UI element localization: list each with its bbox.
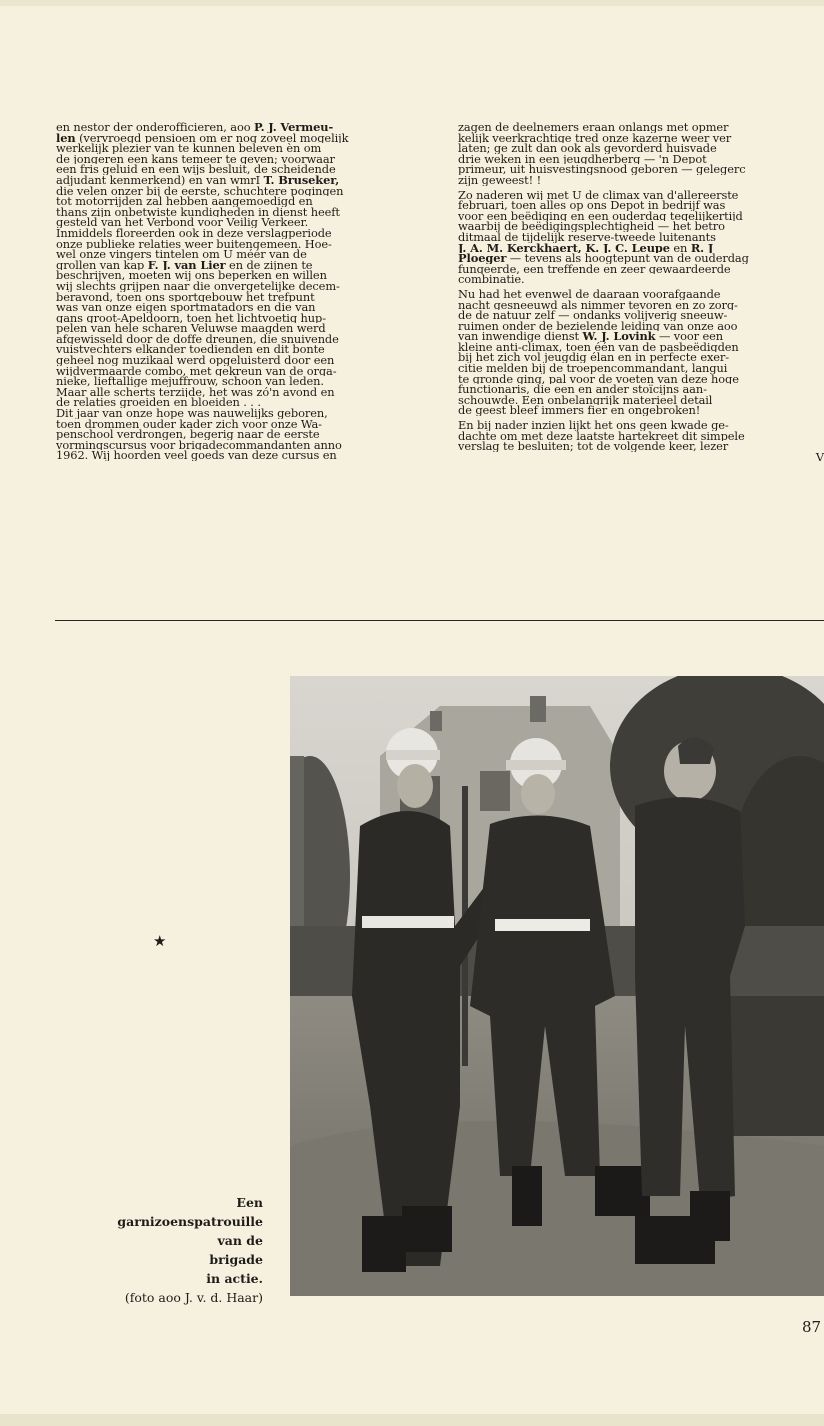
- body-text: en nestor der onderofficieren, aoo: [56, 122, 254, 133]
- body-text: en de zijnen te: [225, 259, 313, 271]
- body-text: en: [669, 242, 691, 254]
- paragraph: [56, 122, 430, 461]
- text-line: [56, 429, 430, 440]
- body-text: wijdvermaarde combo, met gekreun van de orga-: [56, 365, 337, 377]
- body-text: februari, toen alles op ons Depot in bedrijf was: [458, 200, 726, 211]
- body-text: geheel nog muzikaal werd opgeluisterd door een: [56, 355, 335, 366]
- text-line: [458, 200, 824, 211]
- body-text: beschrijven, moeten wij ons beperken en willen: [56, 270, 327, 281]
- body-text: zijn geweest! !: [458, 174, 542, 186]
- body-text: werkelijk plezier van te kunnen beleven èn om: [56, 143, 322, 154]
- body-text: grollen van kap: [56, 259, 148, 271]
- body-text: Dit jaar van onze hope was nauwelijks geboren,: [56, 408, 328, 419]
- text-line: [56, 334, 430, 345]
- name-text: F. J. van Lier: [147, 259, 226, 271]
- text-line: [56, 228, 430, 239]
- text-line: [458, 289, 824, 300]
- photo-caption: [60, 1193, 263, 1307]
- text-line: [56, 239, 430, 250]
- text-line: [56, 186, 430, 197]
- body-text: 1962. Wij hoorden veel goeds van deze cursus en: [56, 450, 337, 461]
- text-line: [458, 405, 824, 416]
- body-text: de de natuur zelf — ondanks volijverig sneeuw-: [458, 310, 728, 321]
- body-text: primeur, uit huisvestingsnood geboren — gelegerc: [458, 164, 746, 175]
- article-right-column: [458, 122, 824, 466]
- text-line: [56, 270, 430, 281]
- text-line: [458, 143, 824, 154]
- text-line: [458, 452, 824, 463]
- body-text: beravond, toen ons sportgebouw het trefpunt: [56, 291, 315, 303]
- name-text: W. J. Lovink: [582, 331, 656, 342]
- body-text: de relaties groeiden en bloeiden . . .: [56, 397, 261, 409]
- body-text: pelen van hele scharen Veluwse maagden werd: [56, 323, 326, 334]
- text-line: [56, 281, 430, 292]
- name-text: R. J: [690, 242, 714, 254]
- paragraph: [458, 122, 824, 186]
- body-text: Maar alle scherts terzijde, het was zó'n avond en: [56, 386, 335, 398]
- body-text: gesteld van het Verbond voor Veilig Verkeer.: [56, 217, 309, 228]
- text-line: [56, 122, 430, 133]
- body-text: ditmaal de tijdelijk reserve-tweede luitenants: [458, 231, 716, 243]
- body-text: afgewisseld door de doffe dreunen, die snuivende: [56, 333, 339, 345]
- body-text: penschool verdrongen, begerig naar de eerste: [56, 429, 320, 440]
- body-text: Nu had het evenwel de daaraan voorafgaande: [458, 288, 721, 300]
- text-line: [56, 154, 430, 165]
- body-text: dachte om met deze laatste hartekreet dit simpele: [458, 430, 745, 442]
- caption-line: in actie.: [206, 1271, 263, 1286]
- caption-line: Een: [236, 1195, 263, 1210]
- body-text: was van onze eigen sportmatadors en die van: [56, 302, 316, 313]
- text-line: [458, 384, 824, 395]
- text-line: [56, 450, 430, 461]
- patrol-photo-image: [290, 676, 824, 1296]
- body-text: tot motorrijden zal hebben aangemoedigd en: [56, 196, 313, 207]
- body-text: vormingscursus voor brigadecommandanten anno: [56, 439, 342, 451]
- text-line: [458, 221, 824, 232]
- text-line: [458, 420, 824, 431]
- text-line: [458, 431, 824, 442]
- body-text: functionaris, die een en ander stoïcijns aan-: [458, 384, 707, 395]
- text-line: [458, 175, 824, 186]
- text-line: [56, 376, 430, 387]
- text-line: [56, 419, 430, 430]
- body-text: kleine anti-climax, toen één van de pasbeëdigden: [458, 341, 739, 353]
- body-text: vuistvechters elkander toedienden en dit bonte: [56, 344, 325, 356]
- body-text: — tevens als hoogtepunt van de ouderdag: [506, 253, 749, 264]
- body-text: voor een beëdiging en een ouderdag tegelijkertijd: [458, 210, 743, 222]
- name-text: T. Bruseker,: [263, 174, 340, 186]
- text-line: [458, 164, 824, 175]
- body-text: een fris geluid en een wijs besluit, de scheidende: [56, 164, 336, 175]
- text-line: [56, 207, 430, 218]
- text-line: [56, 344, 430, 355]
- section-star: ★: [153, 932, 167, 950]
- text-line: [56, 260, 430, 271]
- text-line: [458, 300, 824, 311]
- paragraph: [458, 190, 824, 285]
- body-text: combinatie.: [458, 274, 525, 285]
- body-text: drie weken in een jeugdherberg — 'n Depot: [458, 153, 707, 165]
- text-line: [458, 321, 824, 332]
- body-text: (vervroegd pensioen om er nog zoveel mogelijk: [75, 132, 349, 144]
- text-line: [458, 274, 824, 285]
- page-number: 87: [802, 1318, 822, 1336]
- text-line: [56, 323, 430, 334]
- text-line: [56, 164, 430, 175]
- text-line: [56, 175, 430, 186]
- body-text: fungeerde, een treffende en zeer gewaardeerde: [458, 263, 731, 275]
- body-text: Inmiddels floreerden ook in deze verslagperiode: [56, 227, 332, 239]
- text-line: [56, 355, 430, 366]
- paragraph: [458, 289, 824, 416]
- body-text: thans zijn onbetwiste kundigheden in dienst heeft: [56, 206, 340, 218]
- text-line: [458, 190, 824, 201]
- body-text: waarbij de beëdigingsplechtigheid — het betro: [458, 221, 725, 232]
- body-text: nacht gesneeuwd als nimmer tevoren en zo zorg-: [458, 299, 738, 311]
- caption-line: van de: [217, 1233, 263, 1248]
- text-line: [56, 217, 430, 228]
- text-line: [458, 154, 824, 165]
- body-text: adjudant kenmerkend) en van wmrI: [56, 174, 264, 186]
- body-text: gans groot-Apeldoorn, toen het lichtvoetig hup-: [56, 312, 326, 324]
- text-line: [458, 243, 824, 254]
- body-text: laten; ge zult dan ook als gevorderd huisvade: [458, 143, 717, 154]
- text-line: [458, 310, 824, 321]
- page-top-edge: [0, 0, 824, 6]
- text-line: [458, 211, 824, 222]
- patrol-photo: [290, 676, 824, 1296]
- body-text: — voor een: [655, 331, 724, 342]
- text-line: [56, 397, 430, 408]
- text-line: [56, 366, 430, 377]
- body-text: van inwendige dienst: [458, 331, 583, 342]
- text-line: [56, 196, 430, 207]
- text-line: [458, 441, 824, 452]
- body-text: toen drommen ouder kader zich voor onze Wa-: [56, 418, 322, 430]
- text-line: [56, 133, 430, 144]
- body-text: de geest bleef immers fier en ongebroken!: [458, 405, 701, 417]
- text-line: [56, 292, 430, 303]
- page-bottom-edge: [0, 1414, 824, 1426]
- text-line: [458, 374, 824, 385]
- body-text: ruimen onder de bezielende leiding van onze aoo: [458, 320, 738, 332]
- body-text: die velen onzer bij de eerste, schuchtere pogingen: [56, 185, 344, 197]
- body-text: En bij nader inzien lijkt het ons geen kwade ge-: [458, 420, 729, 431]
- text-line: [56, 302, 430, 313]
- text-line: [56, 313, 430, 324]
- body-text: bij het zich vol jeugdig élan en in perfecte exer-: [458, 352, 730, 364]
- body-text: schouwde. Een onbelangrijk materieel detail: [458, 394, 713, 406]
- text-line: [458, 133, 824, 144]
- body-text: wij slechts grijpen naar die onvergetelijke decem-: [56, 280, 340, 292]
- text-line: [458, 352, 824, 363]
- body-text: nieke, lieftallige mejuffrouw, schoon van leden.: [56, 376, 324, 387]
- text-line: [56, 249, 430, 260]
- name-text: P. J. Vermeu-: [253, 122, 334, 133]
- text-line: [458, 122, 824, 133]
- body-text: V: [815, 451, 824, 463]
- name-text: J. A. M. Kerckhaert, K. J. C. Leupe: [458, 242, 670, 254]
- text-line: [458, 331, 824, 342]
- body-text: te gronde ging, pal voor de voeten van deze hoge: [458, 373, 739, 385]
- body-text: de jongeren een kans temeer te geven; voorwaar: [56, 153, 335, 165]
- name-text: Ploeger: [458, 253, 507, 264]
- text-line: [56, 143, 430, 154]
- body-text: verslag te besluiten; tot de volgende keer, lezer: [458, 441, 729, 452]
- text-line: [458, 363, 824, 374]
- text-line: [458, 264, 824, 275]
- article-left-column: [56, 122, 430, 465]
- body-text: onze publieke relaties weer buitengemeen. Hoe-: [56, 238, 332, 250]
- caption-line: garnizoenspatrouille: [117, 1214, 263, 1229]
- body-text: wel onze vingers tintelen om U méér van de: [56, 249, 307, 260]
- text-line: [458, 253, 824, 264]
- body-text: kelijk veerkrachtige tred onze kazerne weer ver: [458, 132, 732, 144]
- caption-line: brigade: [209, 1252, 263, 1267]
- photo-credit: (foto aoo J. v. d. Haar): [124, 1290, 263, 1305]
- text-line: [56, 408, 430, 419]
- name-text: len: [56, 132, 76, 144]
- body-text: zagen de deelnemers eraan onlangs met opmer: [458, 122, 729, 133]
- section-rule: [55, 620, 824, 621]
- body-text: citie melden bij de troepencommandant, langui: [458, 363, 728, 374]
- text-line: [458, 342, 824, 353]
- text-line: [458, 232, 824, 243]
- text-line: [56, 440, 430, 451]
- text-line: [458, 395, 824, 406]
- paragraph: [458, 420, 824, 462]
- body-text: Zo naderen wij met U de climax van d'allereerste: [458, 189, 739, 201]
- text-line: [56, 387, 430, 398]
